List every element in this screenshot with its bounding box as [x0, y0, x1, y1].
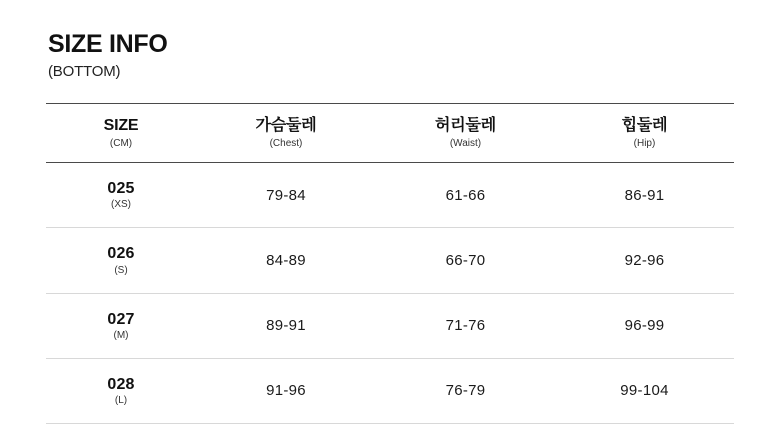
cell-size	[46, 293, 196, 358]
column-header-chest-en: (Chest)	[269, 138, 303, 150]
page-title	[48, 30, 734, 81]
size-table-body	[46, 163, 734, 424]
table-row	[46, 228, 734, 293]
column-header-size-main: SIZE	[103, 117, 139, 135]
column-header-waist-main: 허리둘레	[434, 117, 497, 135]
page-title-sub: (BOTTOM)	[48, 62, 121, 80]
size-table	[46, 103, 734, 424]
column-header-size	[46, 104, 196, 163]
table-row	[46, 293, 734, 358]
cell-size	[46, 358, 196, 423]
cell-hip: 99-104	[620, 382, 669, 400]
size-label: (S)	[114, 264, 128, 276]
table-row	[46, 163, 734, 228]
cell-chest: 91-96	[266, 382, 306, 400]
size-code: 027	[107, 310, 135, 328]
size-code: 028	[107, 375, 135, 393]
column-header-chest	[196, 104, 376, 163]
column-header-chest-main: 가슴둘레	[255, 117, 317, 135]
column-header-waist	[376, 104, 555, 163]
column-header-size-unit: (CM)	[109, 138, 133, 150]
cell-waist: 71-76	[445, 317, 486, 335]
size-label: (L)	[114, 395, 128, 406]
cell-hip: 96-99	[624, 317, 665, 335]
cell-chest: 89-91	[266, 317, 306, 335]
cell-size	[46, 228, 196, 293]
cell-chest: 84-89	[266, 252, 306, 270]
cell-chest: 79-84	[266, 186, 306, 204]
cell-waist: 66-70	[445, 252, 486, 270]
cell-size	[46, 163, 196, 228]
size-table-header	[46, 104, 734, 163]
table-row	[46, 358, 734, 423]
size-label: (XS)	[111, 199, 131, 211]
page-title-main: SIZE INFO	[48, 30, 168, 58]
column-header-hip-main: 힙둘레	[621, 117, 668, 135]
size-label: (M)	[113, 329, 129, 341]
column-header-hip	[555, 104, 734, 163]
cell-waist: 61-66	[445, 186, 486, 204]
cell-hip: 92-96	[624, 252, 665, 270]
size-code: 025	[107, 180, 135, 198]
column-header-waist-en: (Waist)	[449, 138, 482, 150]
table-header-row	[46, 104, 734, 163]
cell-waist: 76-79	[445, 382, 486, 400]
column-header-hip-en: (Hip)	[633, 138, 656, 150]
size-code: 026	[107, 245, 135, 263]
cell-hip: 86-91	[624, 186, 665, 204]
